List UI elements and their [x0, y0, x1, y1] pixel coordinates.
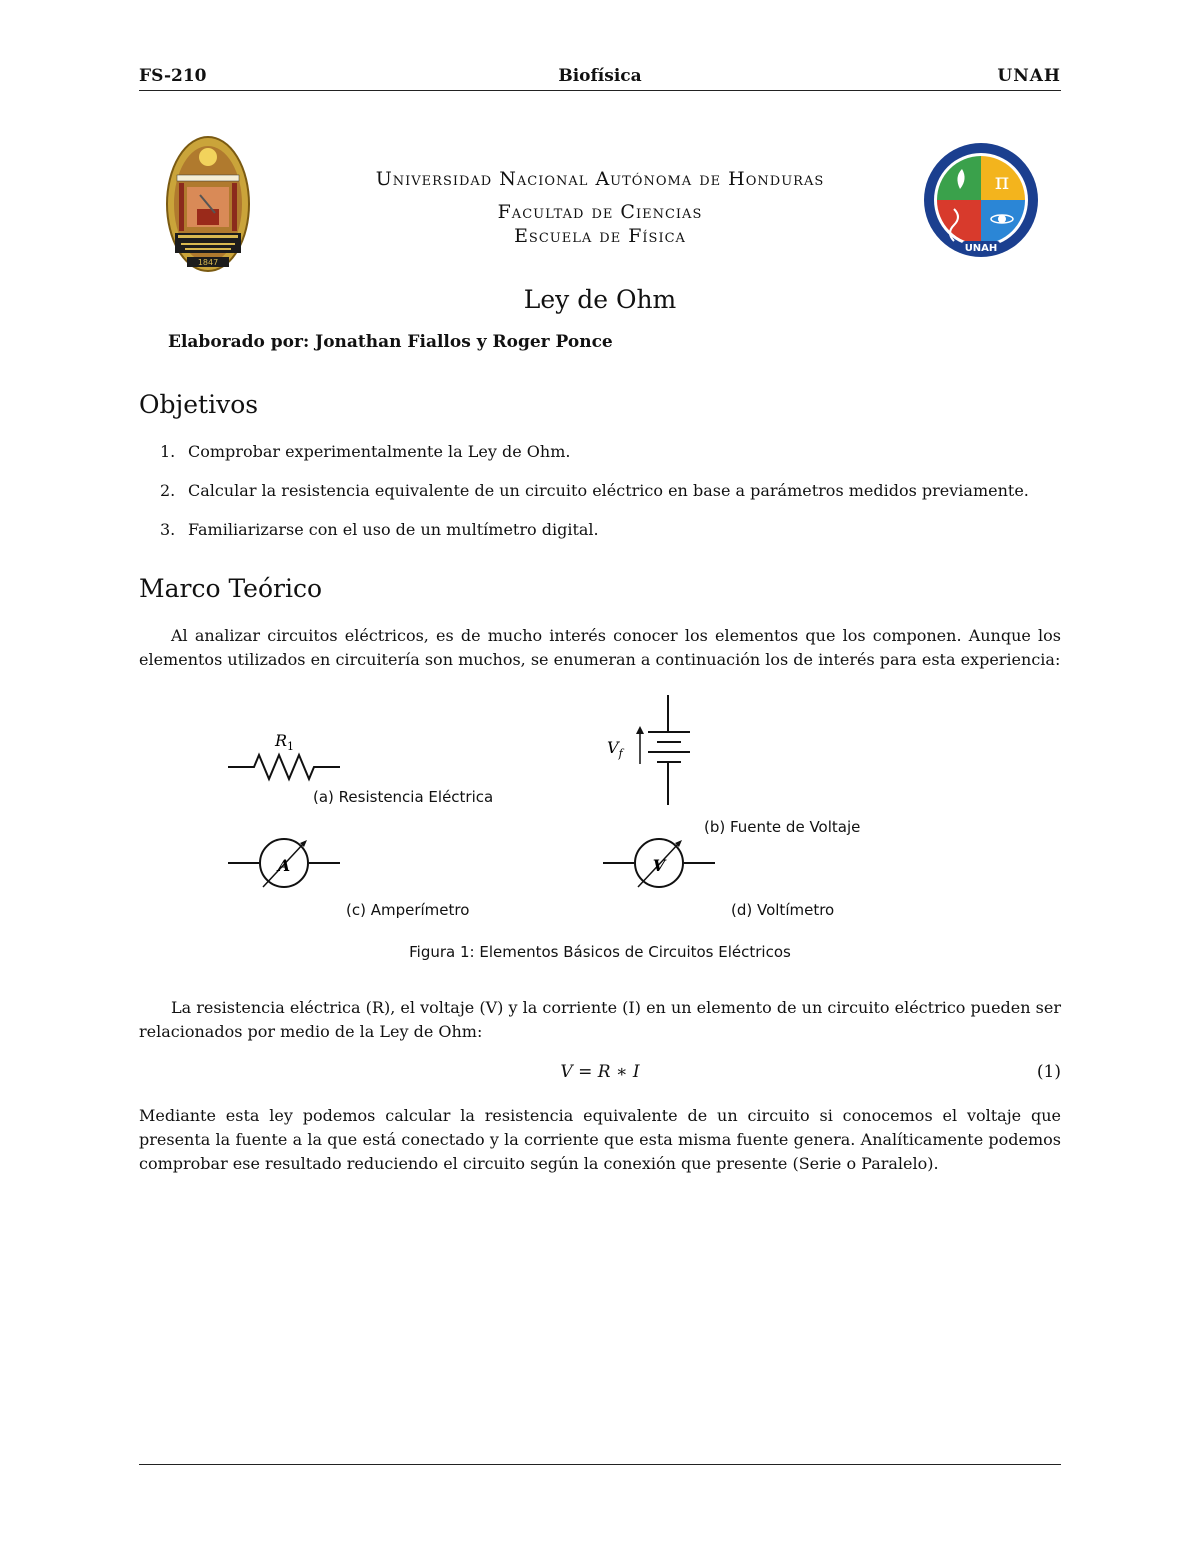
header-course-code: FS-210 [139, 66, 207, 86]
header-subject: Biofísica [558, 66, 642, 86]
objective-item-2 [160, 481, 1029, 500]
caption-voltmeter: (d) Voltímetro [731, 901, 835, 919]
objectives-heading: Objetivos [139, 390, 259, 419]
theory-paragraph-1: Al analizar circuitos eléctricos, es de mucho interés conocer los elementos que los componen. Aunque los elementos utilizados en circuitería son muchos, se enumeran a continuación los de interés para esta experiencia: [139, 626, 1061, 669]
header-rule [139, 90, 1061, 91]
objective-number: 3. [160, 520, 176, 539]
objective-item-3 [160, 520, 599, 539]
ohm-law-equation: V = R ∗ I [560, 1062, 640, 1082]
faculty-name: Facultad de Ciencias [497, 201, 703, 223]
logo-unah-text: UNAH [964, 243, 998, 254]
caption-ammeter: (c) Amperímetro [346, 901, 470, 919]
seal-year: 1847 [197, 258, 219, 267]
document-title: Ley de Ohm [523, 285, 677, 314]
ammeter-label: A [277, 856, 291, 875]
figure-caption: Figura 1: Elementos Básicos de Circuitos Eléctricos [409, 943, 791, 961]
theory-heading: Marco Teórico [139, 574, 323, 603]
unah-seal-logo [165, 135, 251, 273]
faculty-sciences-logo [922, 137, 1040, 263]
objective-text: Comprobar experimentalmente la Ley de Ohm. [188, 442, 571, 461]
voltage-source-label: $V_f$ [607, 738, 623, 760]
objective-text: Familiarizarse con el uso de un multímetro digital. [188, 520, 599, 539]
objective-number: 1. [160, 442, 176, 461]
footer-rule [139, 1464, 1061, 1465]
resistor-symbol [228, 755, 340, 779]
voltage-source-symbol [636, 695, 690, 805]
equation-number: (1) [1036, 1062, 1061, 1082]
theory-paragraph-2: La resistencia eléctrica (R), el voltaje (V) y la corriente (I) en un elemento de un circuito eléctrico pueden ser relacionados por medio de la Ley de Ohm: [139, 998, 1061, 1041]
resistor-label: $R_1$ [275, 731, 295, 753]
university-name: Universidad Nacional Autónoma de Honduras [375, 168, 825, 190]
objective-item-1 [160, 442, 570, 461]
caption-resistor: (a) Resistencia Eléctrica [313, 788, 494, 806]
header-institution: UNAH [997, 66, 1061, 86]
objective-number: 2. [160, 481, 176, 500]
pi-icon: π [994, 170, 1010, 195]
document-author: Elaborado por: Jonathan Fiallos y Roger Ponce [168, 332, 613, 352]
atom-icon [998, 215, 1006, 223]
caption-voltage-source: (b) Fuente de Voltaje [704, 818, 861, 836]
school-name: Escuela de Física [514, 225, 686, 247]
objective-text: Calcular la resistencia equivalente de un circuito eléctrico en base a parámetros medidos previamente. [188, 481, 1029, 500]
circuit-elements-figure [0, 690, 1200, 930]
theory-paragraph-3: Mediante esta ley podemos calcular la resistencia equivalente de un circuito si conocemos el voltaje que presenta la fuente a la que está conectado y la corriente que esta misma fuente genera. Analíticamente podemos comprobar ese resultado reduciendo el circuito según la conexión que presente (Serie o Paralelo). [139, 1106, 1061, 1173]
voltmeter-label: V [652, 856, 666, 875]
